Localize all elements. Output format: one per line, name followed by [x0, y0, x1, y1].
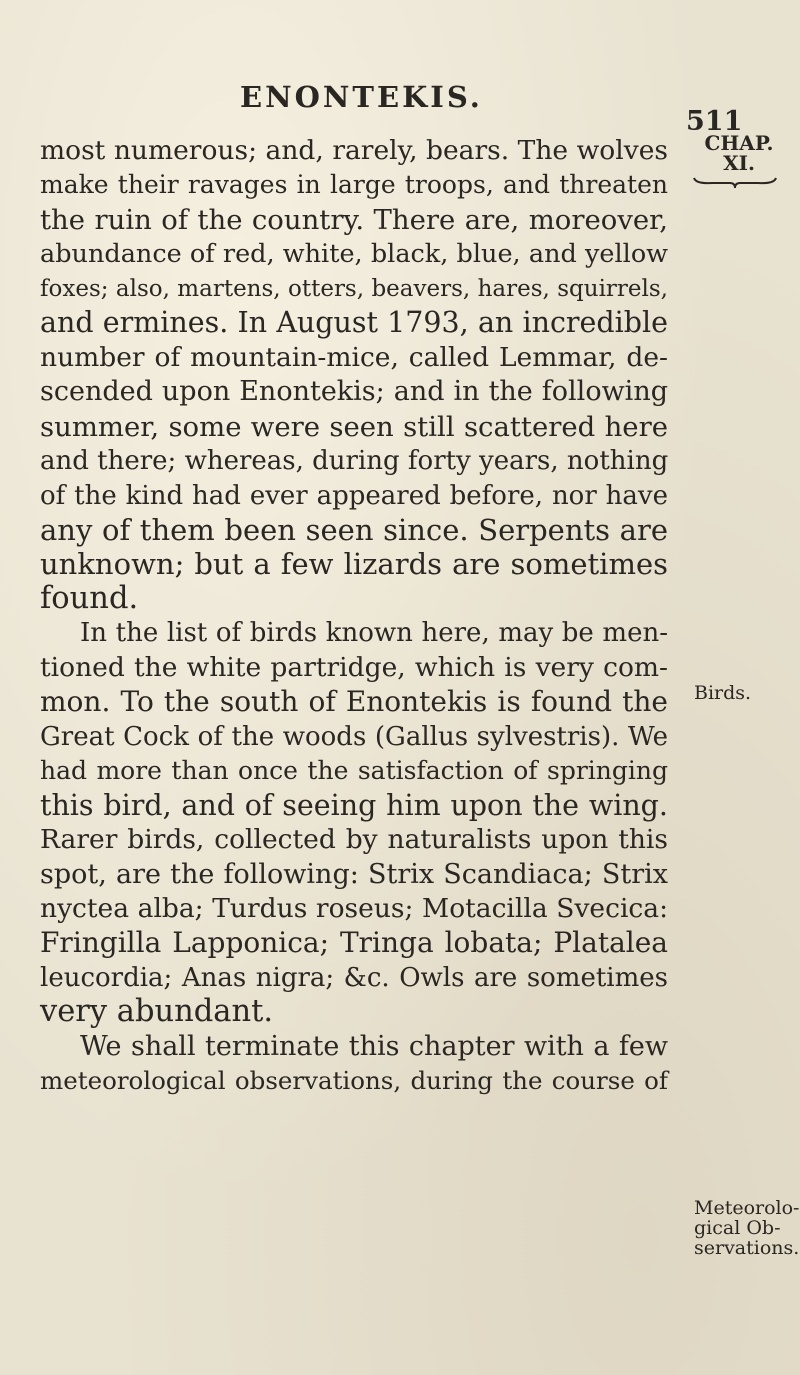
text-line: of the kind had ever appeared before, nor have	[40, 480, 668, 511]
text-line: Fringilla Lapponica; Tringa lobata; Platalea	[40, 926, 668, 960]
text-line: spot, are the following: Strix Scandiaca; Strix	[40, 858, 668, 890]
text-line: unknown; but a few lizards are sometimes	[40, 547, 668, 582]
text-line: had more than once the satisfaction of springing	[40, 756, 668, 786]
running-head: ENONTEKIS.	[240, 80, 483, 114]
margin-note-meteorological	[694, 1198, 799, 1258]
text-line: very abundant.	[40, 994, 274, 1030]
text-line: meteorological observations, during the course of	[40, 1066, 668, 1096]
text-line: Great Cock of the woods (Gallus sylvestris). We	[40, 721, 668, 752]
margin-note-birds: Birds.	[694, 682, 752, 704]
text-line: most numerous; and, rarely, bears. The wolves	[40, 135, 668, 166]
text-line: number of mountain-mice, called Lemmar, de-	[40, 341, 668, 373]
text-line: In the list of birds known here, may be men-	[80, 618, 668, 649]
text-line: any of them been seen since. Serpents are	[40, 512, 668, 547]
text-line: make their ravages in large troops, and threaten	[40, 170, 668, 200]
margin-note-line: Meteorolo-	[694, 1197, 800, 1219]
text-line: mon. To the south of Enontekis is found the	[40, 685, 668, 719]
margin-note-line: servations.	[694, 1237, 800, 1259]
chapter-label	[694, 133, 784, 173]
text-line: scended upon Enontekis; and in the following	[40, 376, 668, 408]
chapter-word: CHAP.	[704, 131, 774, 155]
body-text	[40, 134, 668, 1099]
margin-note-line: gical Ob-	[694, 1217, 781, 1239]
text-line: We shall terminate this chapter with a few	[80, 1030, 668, 1062]
text-line: this bird, and of seeing him upon the wing.	[40, 788, 668, 822]
text-line: summer, some were seen still scattered here	[40, 410, 668, 443]
text-line: and ermines. In August 1793, an incredible	[40, 306, 668, 340]
chapter-brace-icon	[692, 176, 778, 190]
text-line: leucordia; Anas nigra; &c. Owls are sometimes	[40, 962, 668, 993]
text-line: nyctea alba; Turdus roseus; Motacilla Svecica:	[40, 892, 668, 924]
chapter-number: XI.	[723, 151, 755, 175]
text-line: the ruin of the country. There are, moreover,	[40, 203, 668, 236]
text-line: and there; whereas, during forty years, nothing	[40, 446, 669, 477]
text-line: tioned the white partridge, which is very com-	[40, 651, 668, 683]
text-line: foxes; also, martens, otters, beavers, hares, squirrels,	[40, 275, 668, 302]
text-line: found.	[40, 580, 139, 616]
page-number: 511	[686, 106, 743, 137]
text-line: abundance of red, white, black, blue, and yellow	[40, 239, 668, 270]
text-line: Rarer birds, collected by naturalists upon this	[40, 824, 668, 856]
